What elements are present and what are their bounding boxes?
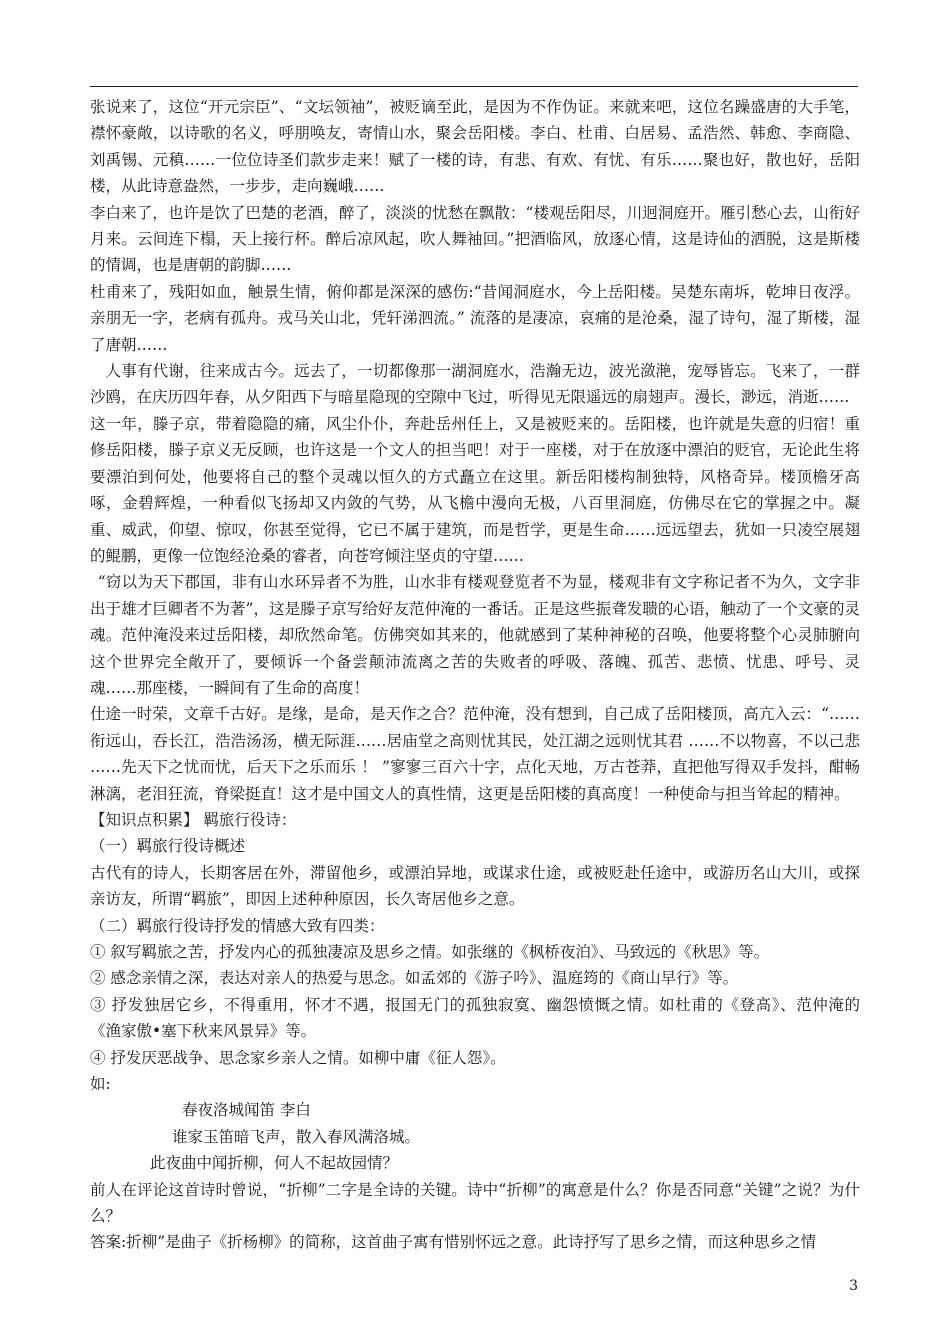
- document-body: [90, 94, 860, 1256]
- subheading-emotions: （二）羁旅行役诗抒发的情感大致有四类：: [90, 916, 385, 935]
- paragraph-dufu: 杜甫来了，残阳如血，触景生情，俯仰都是深深的感伤:“昔闻洞庭水，今上岳阳楼。吴楚东南坼，乾坤日夜浮。亲朋无一字，老病有孤舟。戎马关山北，凭轩涕泗流。” 流落的是凄凉，哀痛的是沧桑，湿了诗句，湿了斯楼，湿了唐朝……: [90, 282, 860, 354]
- list-item-1: ① 叙写羁旅之苦，抒发内心的孤独凄凉及思乡之情。如张继的《枫桥夜泊》、马致远的《秋思》等。: [90, 943, 770, 961]
- question: 前人在评论这首诗时曾说，“折柳”二字是全诗的关键。诗中“折柳”的寓意是什么？你是否同意“关键”之说？为什么？: [90, 1180, 860, 1226]
- paragraph-fanzhongyan: 仕途一时荣，文章千古好。是缘，是命，是天作之合？范仲淹，没有想到，自己成了岳阳楼顶，高亢入云：“……衔远山，吞长江，浩浩汤汤，横无际涯……居庙堂之高则忧其民，处江湖之远则忧其君 ……不以物喜，不以己悲 ……先天下之忧而忧，后天下之乐而乐 ！ ”寥寥三百六十字，点化天地，万古苍莽，直把他写得双手发抖，酣畅淋漓，老泪狂流，脊梁挺直！这才是中国文人的真性情，这更是岳阳楼的真高度！一种使命与担当耸起的精神。: [90, 705, 860, 803]
- paragraph-zhangyue: 张说来了，这位“开元宗臣”、“文坛领袖”，被贬谪至此，是因为不作伪证。来就来吧，这位名躁盛唐的大手笔，襟怀豪敞，以诗歌的名义，呼朋唤友，寄情山水，聚会岳阳楼。李白、杜甫、白居易、孟浩然、韩愈、李商隐、刘禹锡、元稹……一位位诗圣们款步走来！赋了一楼的诗，有悲、有欢、有忧、有乐……聚也好，散也好，岳阳楼，从此诗意盎然，一步步，走向巍峨……: [90, 98, 860, 196]
- section-heading-knowledge: 【知识点积累】 羁旅行役诗：: [90, 810, 297, 829]
- list-item-2: ② 感念亲情之深，表达对亲人的热爱与思念。如孟郊的《游子吟》、温庭筠的《商山早行》等。: [90, 969, 739, 988]
- paragraph-tengzijing: 这一年，滕子京，带着隐隐的痛，风尘仆仆，奔赴岳州任上，又是被贬来的。岳阳楼，也许就是失意的归宿！重修岳阳楼，滕子京义无反顾，也许这是一个文人的担当吧！对于一座楼，对于在放逐中漂泊的贬官，无论此生将要漂泊到何处，他要将自己的整个灵魂以恒久的方式矗立在这里。新岳阳楼构制独特，风格奇异。楼顶檐牙高啄，金碧辉煌，一种看似飞扬却又内敛的气势，从飞檐中漫向无极，八百里洞庭，仿佛尽在它的掌握之中。凝重、威武，仰望、惊叹，你甚至觉得，它已不属于建筑，而是哲学，更是生命……远远望去，犹如一只凌空展翅的鲲鹏，更像一位饱经沧桑的睿者，向苍穹倾注坚贞的守望……: [90, 414, 860, 565]
- subheading-overview: （一）羁旅行役诗概述: [90, 837, 246, 856]
- poem-title: 春夜洛城闻笛 李白: [182, 1101, 311, 1120]
- list-item-3: ③ 抒发独居它乡，不得重用，怀才不遇，报国无门的孤独寂寞、幽怨愤慨之情。如杜甫的《登高》、范仲淹的《渔家傲•塞下秋来风景异》等。: [90, 995, 860, 1041]
- header-rule: [90, 86, 858, 87]
- poem-line-1: 谁家玉笛暗飞声，散入春风满洛城。: [172, 1127, 421, 1146]
- paragraph-renshi: 人事有代谢，往来成古今。远去了，一切都像那一湖洞庭水，浩瀚无边，波光潋滟，宠辱皆忘。飞来了，一群沙鸥，在庆历四年春，从夕阳西下与暗星隐现的空隙中飞过，听得见无限遥远的扇翅声。漫长，渺远，消逝……: [90, 362, 860, 407]
- example-label: 如:: [90, 1075, 111, 1094]
- answer: 答案:折柳”是曲子《折杨柳》的简称，这首曲子寓有惜别怀远之意。此诗抒写了思乡之情，而这种思乡之情: [90, 1233, 817, 1252]
- paragraph-overview: 古代有的诗人，长期客居在外，滞留他乡，或漂泊异地，或谋求仕途，或被贬赴任途中，或游历名山大川，或探亲访友，所谓“羁旅”，即因上述种种原因，长久寄居他乡之意。: [90, 863, 860, 909]
- paragraph-libai: 李白来了，也许是饮了巴楚的老酒，醉了，淡淡的忧愁在飘散：“楼观岳阳尽，川迥洞庭开。雁引愁心去，山衔好月来。云间连下榻，天上接行杯。醉后凉风起，吹人舞袖回。”把酒临风，放逐心情，这是诗仙的洒脱，这是斯楼的情调，也是唐朝的韵脚……: [90, 203, 860, 275]
- poem-line-2: 此夜曲中闻折柳，何人不起故园情？: [150, 1154, 399, 1173]
- page-number: 3: [849, 1278, 858, 1294]
- list-item-4: ④ 抒发厌恶战争、思念家乡亲人之情。如柳中庸《征人怨》。: [90, 1048, 506, 1067]
- paragraph-letter: “窃以为天下郡国，非有山水环异者不为胜，山水非有楼观登览者不为显，楼观非有文字称记者不为久，文字非出于雄才巨卿者不为著”，这是滕子京写给好友范仲淹的一番话。正是这些振聋发聩的心语，触动了一个文豪的灵魂。范仲淹没来过岳阳楼，却欣然命笔。仿佛突如其来的，他就感到了某种神秘的召唤，他要将整个心灵肺腑向这个世界完全敞开了，要倾诉一个备尝颠沛流离之苦的失败者的呼吸、落魄、孤苦、悲愤、忧患、呼号、灵魂……那座楼，一瞬间有了生命的高度！: [90, 573, 860, 697]
